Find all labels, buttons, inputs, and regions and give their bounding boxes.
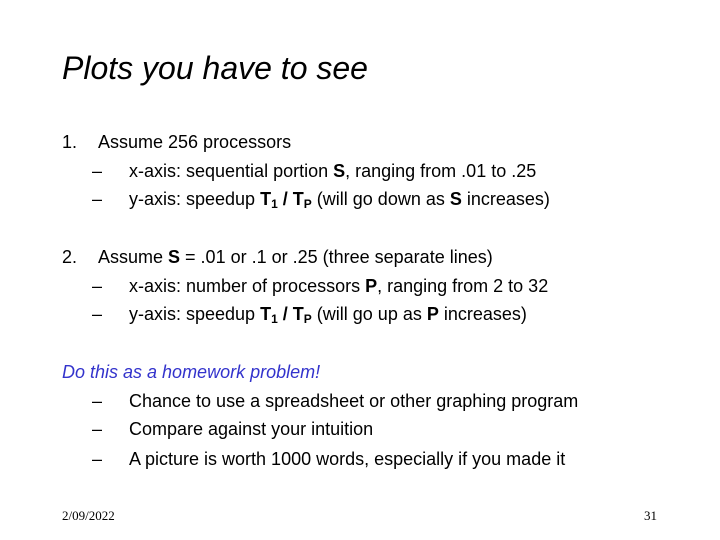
sub-item-text: Chance to use a spreadsheet or other graphing program — [129, 391, 579, 411]
list-item-text: Assume 256 processors — [98, 132, 292, 152]
dash-bullet: – — [92, 189, 103, 209]
sub-item-text: Compare against your intuition — [129, 419, 374, 439]
sub-item-text: y-axis: speedup $T_1 / T_P$ (will go down as S increases) — [129, 189, 550, 211]
footer-date: 2/09/2022 — [62, 508, 115, 523]
dash-bullet: – — [92, 391, 103, 411]
sub-item-text: x-axis: sequential portion S, ranging from .01 to .25 — [129, 161, 537, 181]
dash-bullet: – — [92, 276, 103, 296]
sub-item-text: x-axis: number of processors P, ranging from 2 to 32 — [129, 276, 549, 296]
dash-bullet: – — [92, 304, 103, 324]
list-item-number: 1. — [62, 132, 78, 152]
sub-item-text: A picture is worth 1000 words, especially if you made it — [129, 449, 566, 469]
dash-bullet: – — [92, 161, 103, 181]
page-number: 31 — [644, 508, 657, 523]
dash-bullet: – — [92, 449, 103, 469]
homework-heading: Do this as a homework problem! — [62, 362, 321, 382]
slide-title: Plots you have to see — [62, 50, 368, 86]
dash-bullet: – — [92, 419, 103, 439]
list-item-text: Assume S = .01 or .1 or .25 (three separate lines) — [98, 247, 493, 267]
list-item-number: 2. — [62, 247, 78, 267]
sub-item-text: y-axis: speedup $T_1 / T_P$ (will go up as P increases) — [129, 304, 527, 326]
